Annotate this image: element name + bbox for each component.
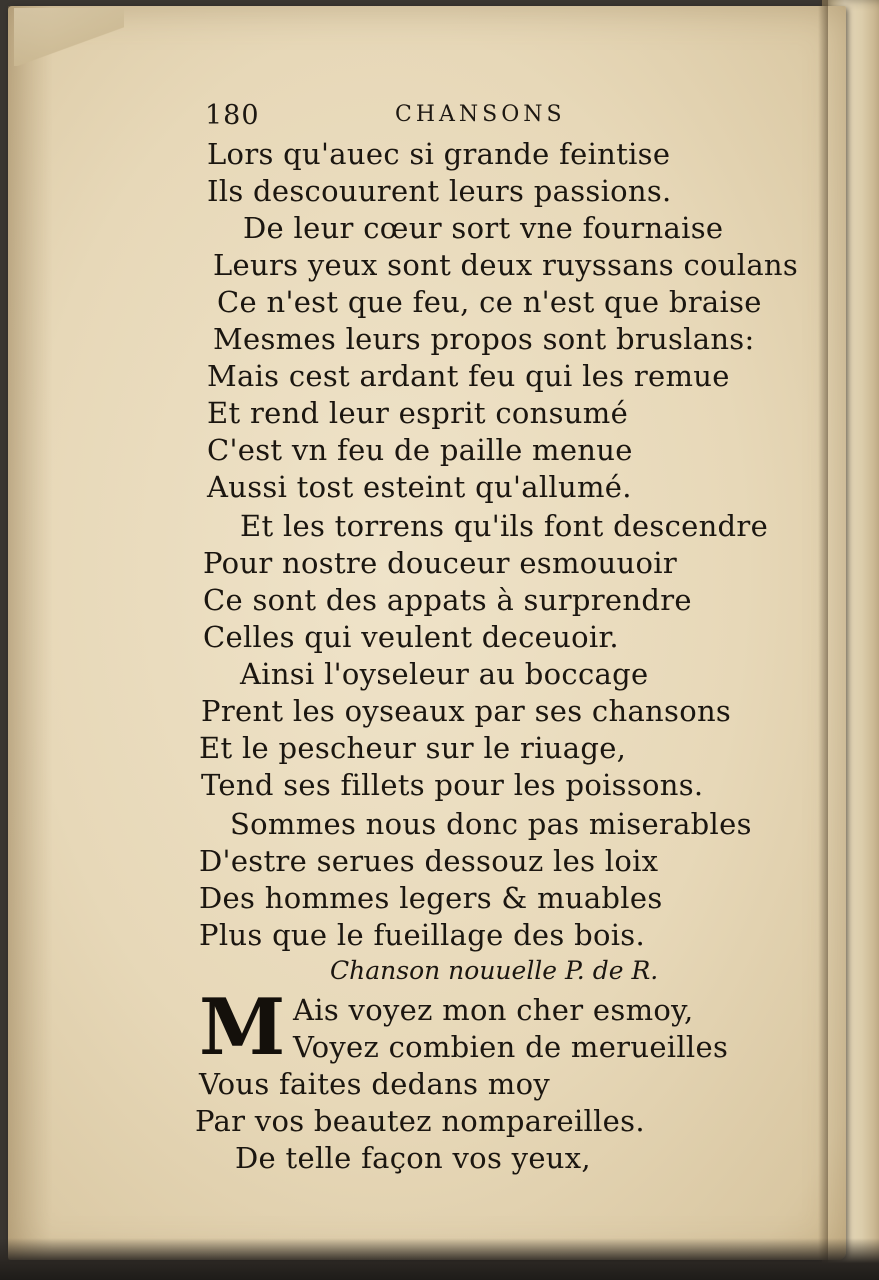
verse-line: Voyez combien de merueilles <box>293 1030 729 1064</box>
verse-line: Celles qui veulent deceuoir. <box>203 620 619 654</box>
song-heading: Chanson nouuelle P. de R. <box>330 956 659 985</box>
verse-line: Ce n'est que feu, ce n'est que braise <box>217 285 762 319</box>
verse-line: Et les torrens qu'ils font descendre <box>240 509 769 543</box>
verse-line: Ainsi l'oyseleur au boccage <box>240 657 649 691</box>
verse-line: Ils descouurent leurs passions. <box>207 174 672 208</box>
verse-line: Prent les oyseaux par ses chansons <box>201 694 732 728</box>
verse-line: Ce sont des appats à surprendre <box>203 583 692 617</box>
verse-line: D'estre serues dessouz les loix <box>199 844 659 878</box>
bottom-shadow <box>0 1238 879 1280</box>
verse-line: De telle façon vos yeux, <box>235 1141 591 1175</box>
verse-line: Des hommes legers & muables <box>199 881 663 915</box>
verse-line: Vous faites dedans moy <box>199 1067 551 1101</box>
verse-line: Ais voyez mon cher esmoy, <box>293 993 694 1027</box>
verse-line: Et le pescheur sur le riuage, <box>199 731 627 765</box>
verse-line: Plus que le fueillage des bois. <box>199 918 645 952</box>
page-header <box>205 100 625 134</box>
verse-line: Leurs yeux sont deux ruyssans coulans <box>213 248 799 282</box>
verse-line: Aussi tost esteint qu'allumé. <box>207 470 632 504</box>
verse-line: Lors qu'auec si grande feintise <box>207 137 671 171</box>
verse-line: Et rend leur esprit consumé <box>207 396 629 430</box>
page-edge-shading <box>8 6 52 1260</box>
verse-line: Par vos beautez nompareilles. <box>195 1104 645 1138</box>
verse-line: Mais cest ardant feu qui les remue <box>207 359 730 393</box>
folded-corner <box>14 8 124 66</box>
verse-line: Sommes nous donc pas miserables <box>230 807 752 841</box>
verse-line: Mesmes leurs propos sont bruslans: <box>213 322 755 356</box>
gutter-shadow <box>818 0 828 1280</box>
verse-line: Pour nostre douceur esmouuoir <box>203 546 677 580</box>
drop-cap: M <box>199 982 286 1073</box>
verse-line: C'est vn feu de paille menue <box>207 433 633 467</box>
verse-line: De leur cœur sort vne fournaise <box>243 211 724 245</box>
running-title: CHANSONS <box>395 102 566 127</box>
verse-line: Tend ses fillets pour les poissons. <box>201 768 704 802</box>
page-number: 180 <box>205 100 260 131</box>
